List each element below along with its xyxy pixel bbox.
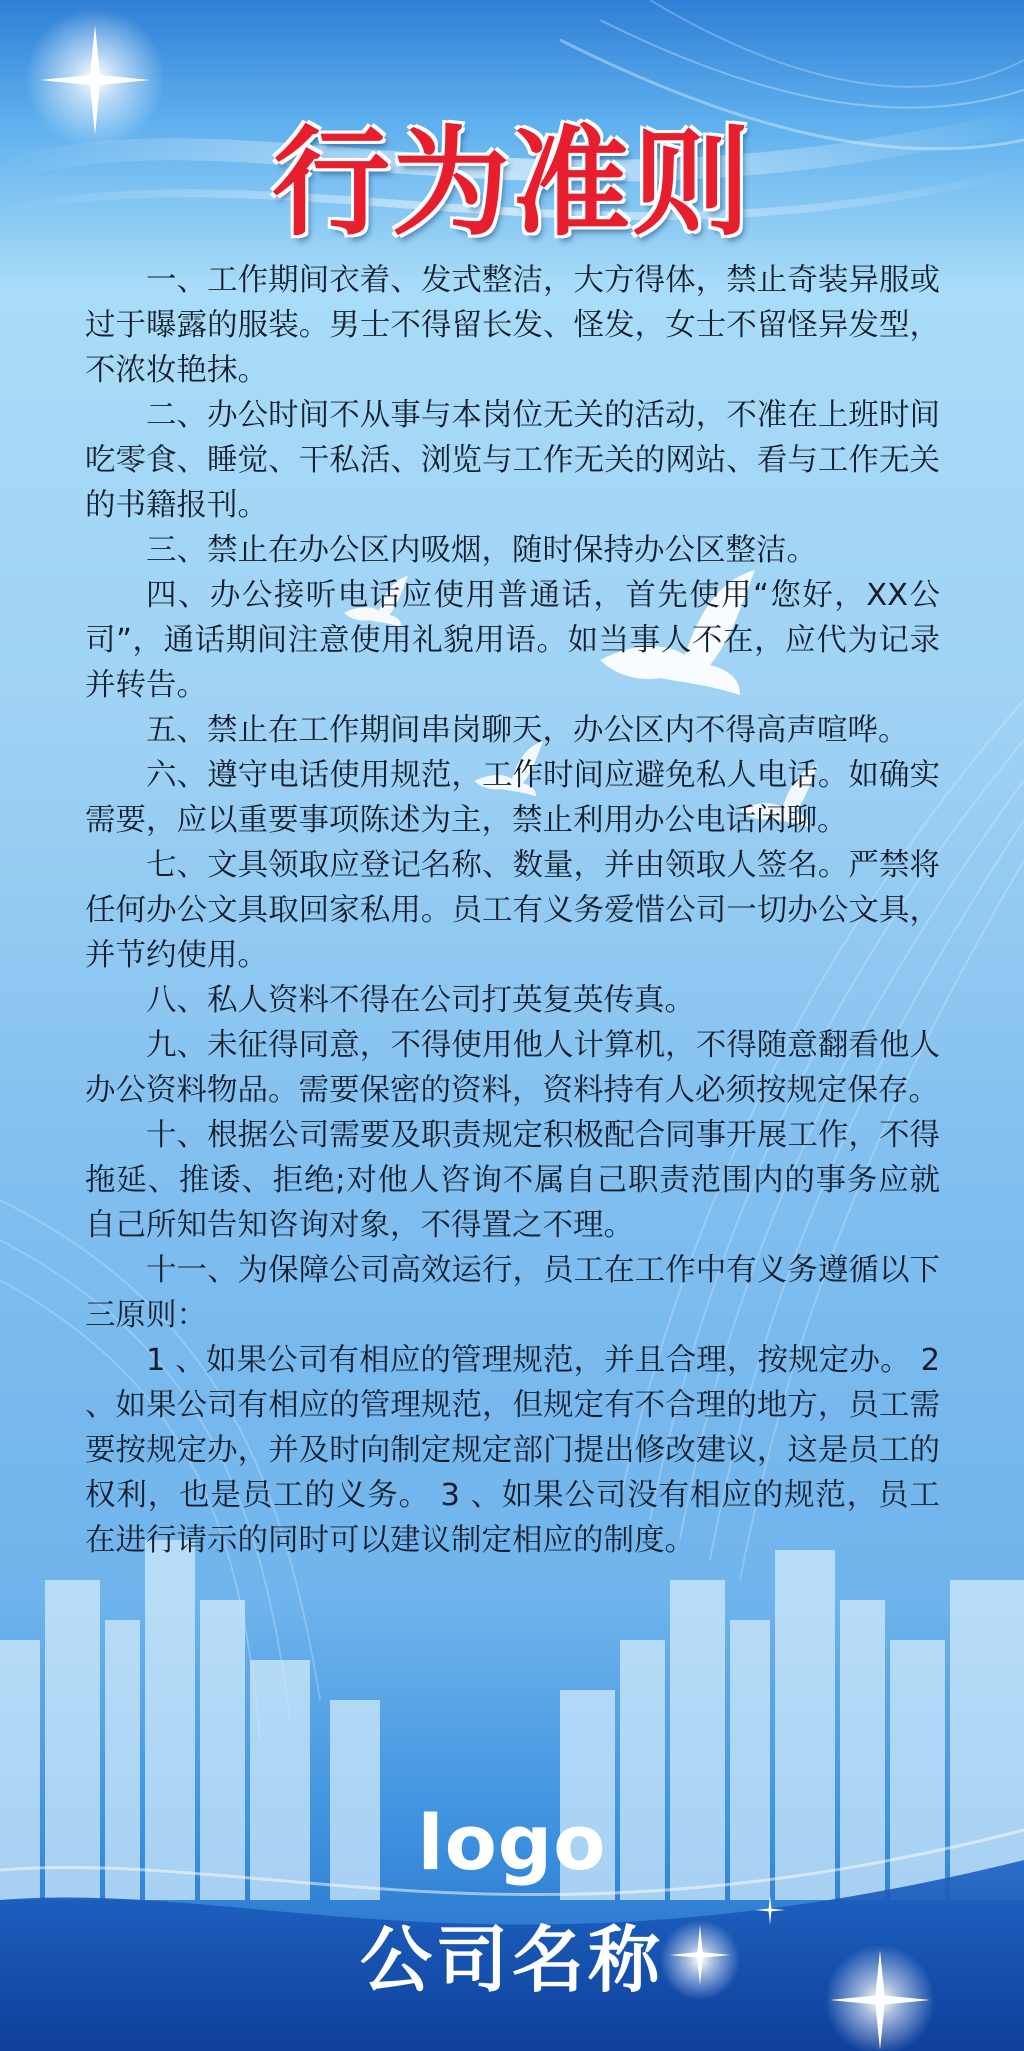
rule-paragraph: 六、遵守电话使用规范，工作时间应避免私人电话。如确实需要，应以重要事项陈述为主，禁止利用办公电话闲聊。 bbox=[85, 758, 940, 838]
rules-body bbox=[85, 258, 940, 1563]
rule-paragraph: 十一、为保障公司高效运行，员工在工作中有义务遵循以下三原则： bbox=[85, 1253, 940, 1333]
rule-paragraph: 五、禁止在工作期间串岗聊天，办公区内不得高声喧哗。 bbox=[146, 713, 909, 748]
rule-paragraph: 四、办公接听电话应使用普通话，首先使用“您好，XX公司”，通话期间注意使用礼貌用语。如当事人不在，应代为记录并转告。 bbox=[85, 578, 940, 703]
rule-paragraph: 二、办公时间不从事与本岗位无关的活动，不准在上班时间吃零食、睡觉、干私活、浏览与工作无关的网站、看与工作无关的书籍报刊。 bbox=[85, 398, 940, 523]
rule-paragraph: 十、根据公司需要及职责规定积极配合同事开展工作，不得拖延、推诿、拒绝;对他人咨询不属自己职责范围内的事务应就自己所知告知咨询对象，不得置之不理。 bbox=[85, 1118, 940, 1243]
rule-paragraph: 一、工作期间衣着、发式整洁，大方得体，禁止奇装异服或过于曝露的服装。男士不得留长发、怪发，女士不留怪异发型，不浓妆艳抹。 bbox=[85, 263, 940, 388]
company-name: 公司名称 bbox=[359, 1918, 664, 2002]
rule-paragraph: 九、未征得同意，不得使用他人计算机，不得随意翻看他人办公资料物品。需要保密的资料，资料持有人必须按规定保存。 bbox=[85, 1028, 940, 1108]
poster-title: 行为准则 bbox=[271, 114, 752, 252]
rule-paragraph: 三、禁止在办公区内吸烟，随时保持办公区整洁。 bbox=[146, 533, 817, 568]
logo-text: logo bbox=[417, 1798, 607, 1887]
rule-subparagraph: 1 、如果公司有相应的管理规范，并且合理，按规定办。 2 、如果公司有相应的管理规范，但规定有不合理的地方，员工需要按规定办，并及时向制定规定部门提出修改建议，这是员工的权利，也是员工的义务。 3 、如果公司没有相应的规范，员工在进行请示的同时可以建议制定相应的制度。 bbox=[85, 1343, 940, 1558]
rule-paragraph: 七、文具领取应登记名称、数量，并由领取人签名。严禁将任何办公文具取回家私用。员工有义务爱惜公司一切办公文具，并节约使用。 bbox=[85, 848, 940, 973]
rule-paragraph: 八、私人资料不得在公司打英复英传真。 bbox=[146, 983, 695, 1018]
